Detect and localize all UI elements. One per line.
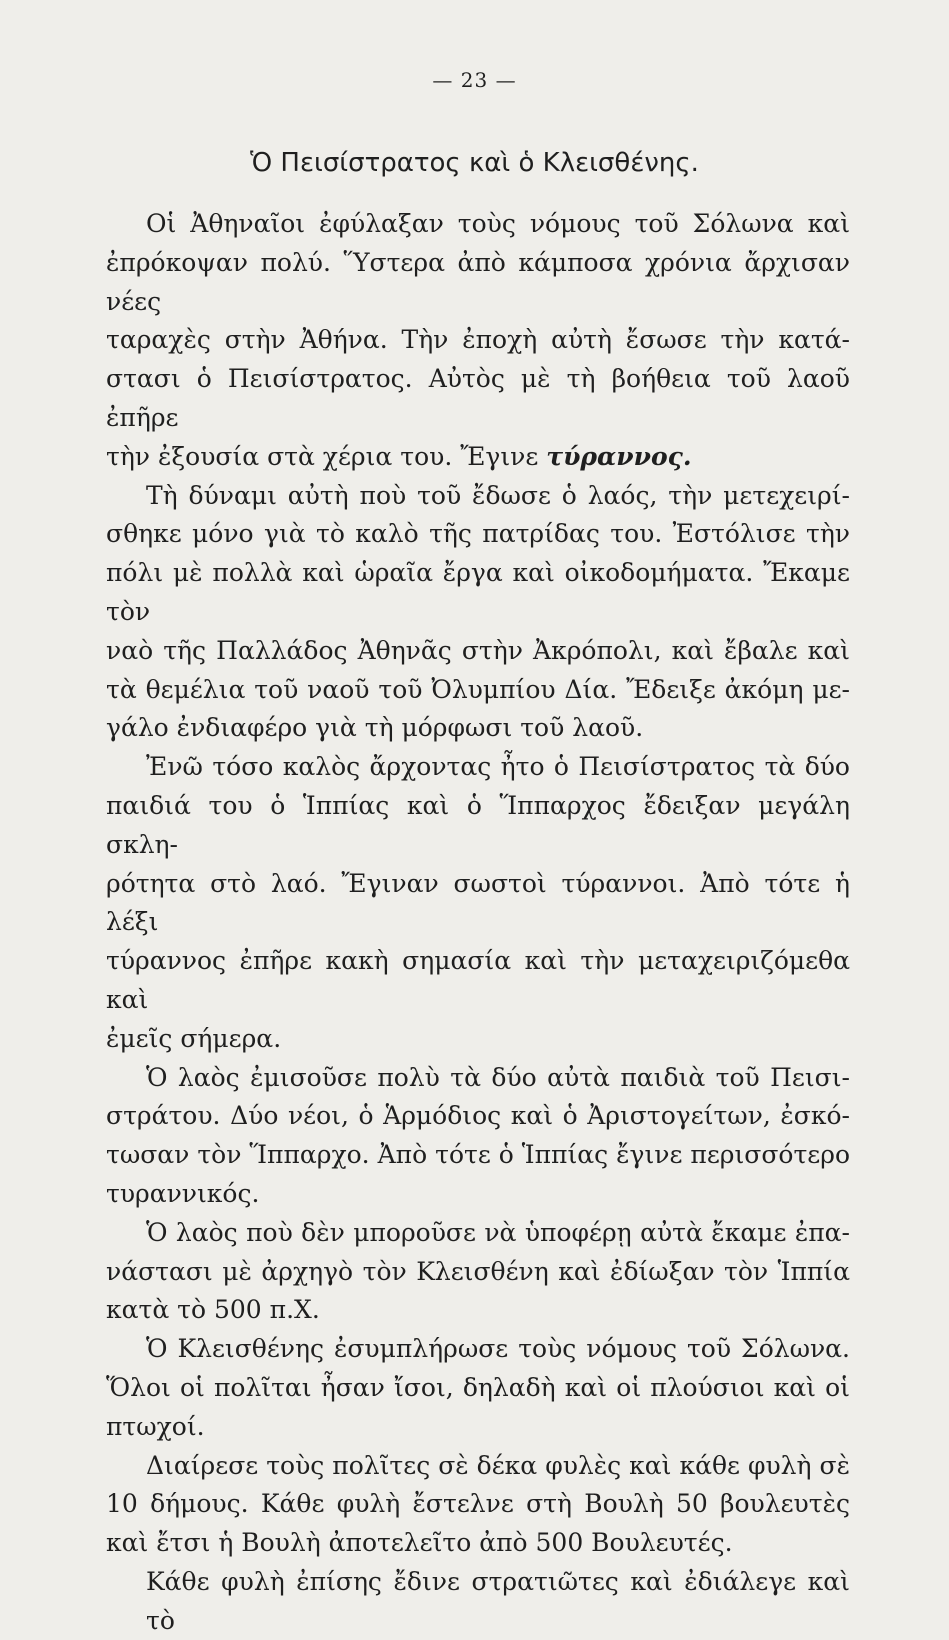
text-line-content: ταραχὲς στὴν Ἀθήνα. Τὴν ἐποχὴ αὐτὴ ἔσωσε τὴν κατά- (106, 325, 850, 355)
text-line (106, 321, 850, 360)
text-line-content: στράτου. Δύο νέοι, ὁ Ἁρμόδιος καὶ ὁ Ἀριστογείτων, ἐσκό- (106, 1101, 850, 1131)
text-line (106, 1175, 850, 1214)
text-line (106, 1563, 850, 1640)
text-line-content: ἐμεῖς σήμερα. (106, 1023, 282, 1053)
text-line-content: ἐπρόκοψαν πολύ. Ὕστερα ἀπὸ κάμποσα χρόνια ἄρχισαν νέες (106, 247, 850, 316)
text-line-content: ναὸ τῆς Παλλάδος Ἀθηνᾶς στὴν Ἀκρόπολι, καὶ ἔβαλε καὶ (106, 635, 850, 665)
text-line (106, 632, 850, 671)
text-line (106, 554, 850, 632)
text-line (106, 1059, 850, 1098)
text-line (106, 865, 850, 943)
text-line (106, 709, 850, 748)
text-line (106, 1369, 850, 1408)
text-line-content: στασι ὁ Πεισίστρατος. Αὐτὸς μὲ τὴ βοήθεια τοῦ λαοῦ ἐπῆρε (106, 364, 850, 432)
text-line (106, 515, 850, 554)
text-line (106, 671, 850, 710)
text-line (106, 1136, 850, 1175)
body-text (106, 205, 850, 1640)
text-line-content: Ὅλοι οἱ πολῖται ἦσαν ἴσοι, δηλαδὴ καὶ οἱ πλούσιοι καὶ οἱ (106, 1372, 850, 1402)
text-line (106, 1253, 850, 1292)
text-line-content: Οἱ Ἀθηναῖοι ἐφύλαξαν τοὺς νόμους τοῦ Σόλωνα καὶ (146, 209, 850, 238)
text-line-content: καὶ ἔτσι ἡ Βουλὴ ἀποτελεῖτο ἀπὸ 500 Βουλευτές. (106, 1528, 733, 1558)
text-line-content: πόλι μὲ πολλὰ καὶ ὡραῖα ἔργα καὶ οἰκοδομήματα. Ἔκαμε τὸν (106, 558, 850, 626)
text-line-content: Διαίρεσε τοὺς πολῖτες σὲ δέκα φυλὲς καὶ κάθε φυλὴ σὲ (146, 1450, 850, 1480)
text-line-content: τωσαν τὸν Ἵππαρχο. Ἀπὸ τότε ὁ Ἱππίας ἔγινε περισσότερο (106, 1140, 850, 1170)
text-line (106, 748, 850, 787)
text-line-content: Κάθε φυλὴ ἐπίσης ἔδινε στρατιῶτες καὶ ἐδιάλεγε καὶ τὸ (146, 1566, 850, 1635)
text-line-content: τυραννικός. (106, 1178, 260, 1208)
section-title: Ὁ Πεισίστρατος καὶ ὁ Κλεισθένης. (250, 148, 699, 178)
text-line (106, 1330, 850, 1369)
text-line (106, 1097, 850, 1136)
emphasized-word: τύραννος. (546, 441, 692, 471)
text-line (106, 477, 850, 516)
text-line-content: γάλο ἐνδιαφέρο γιὰ τὴ μόρφωσι τοῦ λαοῦ. (106, 713, 644, 743)
text-line-content: σθηκε μόνο γιὰ τὸ καλὸ τῆς πατρίδας του. Ἐστόλισε τὴν (106, 519, 850, 549)
text-line-content: κατὰ τὸ 500 π.Χ. (106, 1295, 320, 1325)
text-line-content: Ὁ Κλεισθένης ἐσυμπλήρωσε τοὺς νόμους τοῦ Σόλωνα. (146, 1334, 850, 1364)
text-line (106, 205, 850, 244)
text-line-content: ρότητα στὸ λαό. Ἔγιναν σωστοὶ τύραννοι. Ἀπὸ τότε ἡ λέξι (106, 868, 850, 937)
text-line (106, 360, 850, 438)
text-line (106, 1485, 850, 1524)
text-line (106, 787, 850, 865)
text-line (106, 244, 850, 322)
text-line-content: πτωχοί. (106, 1411, 205, 1441)
text-line-content: 10 δήμους. Κάθε φυλὴ ἔστελνε στὴ Βουλὴ 50 βουλευτὲς (106, 1489, 850, 1519)
text-line-content: τὴν ἐξουσία στὰ χέρια του. Ἔγινε (106, 441, 539, 471)
text-line-content: τύραννος ἐπῆρε κακὴ σημασία καὶ τὴν μεταχειριζόμεθα καὶ (106, 946, 850, 1014)
text-line-content: τὰ θεμέλια τοῦ ναοῦ τοῦ Ὀλυμπίου Δία. Ἔδειξε ἀκόμη με- (106, 674, 850, 704)
text-line-content: Τὴ δύναμι αὐτὴ ποὺ τοῦ ἔδωσε ὁ λαός, τὴν μετεχειρί- (146, 480, 850, 510)
page-number: — 23 — (432, 68, 517, 92)
text-line (106, 1291, 850, 1330)
text-line (106, 1447, 850, 1486)
text-line (106, 1524, 850, 1563)
text-line-content: Ὁ λαὸς ἐμισοῦσε πολὺ τὰ δύο αὐτὰ παιδιὰ τοῦ Πεισι- (146, 1062, 850, 1092)
text-line (106, 942, 850, 1020)
text-line (106, 438, 850, 477)
text-line-content: παιδιά του ὁ Ἱππίας καὶ ὁ Ἵππαρχος ἔδειξαν μεγάλη σκλη- (106, 790, 850, 859)
text-line-content: Ἐνῶ τόσο καλὸς ἄρχοντας ἦτο ὁ Πεισίστρατος τὰ δύο (146, 752, 850, 782)
text-line-content: νάστασι μὲ ἀρχηγὸ τὸν Κλεισθένη καὶ ἐδίωξαν τὸν Ἱππία (106, 1256, 850, 1286)
text-line (106, 1408, 850, 1447)
text-line (106, 1020, 850, 1059)
text-line (106, 1214, 850, 1253)
text-line-content: Ὁ λαὸς ποὺ δὲν μποροῦσε νὰ ὑποφέρῃ αὐτὰ ἔκαμε ἐπα- (146, 1217, 850, 1247)
